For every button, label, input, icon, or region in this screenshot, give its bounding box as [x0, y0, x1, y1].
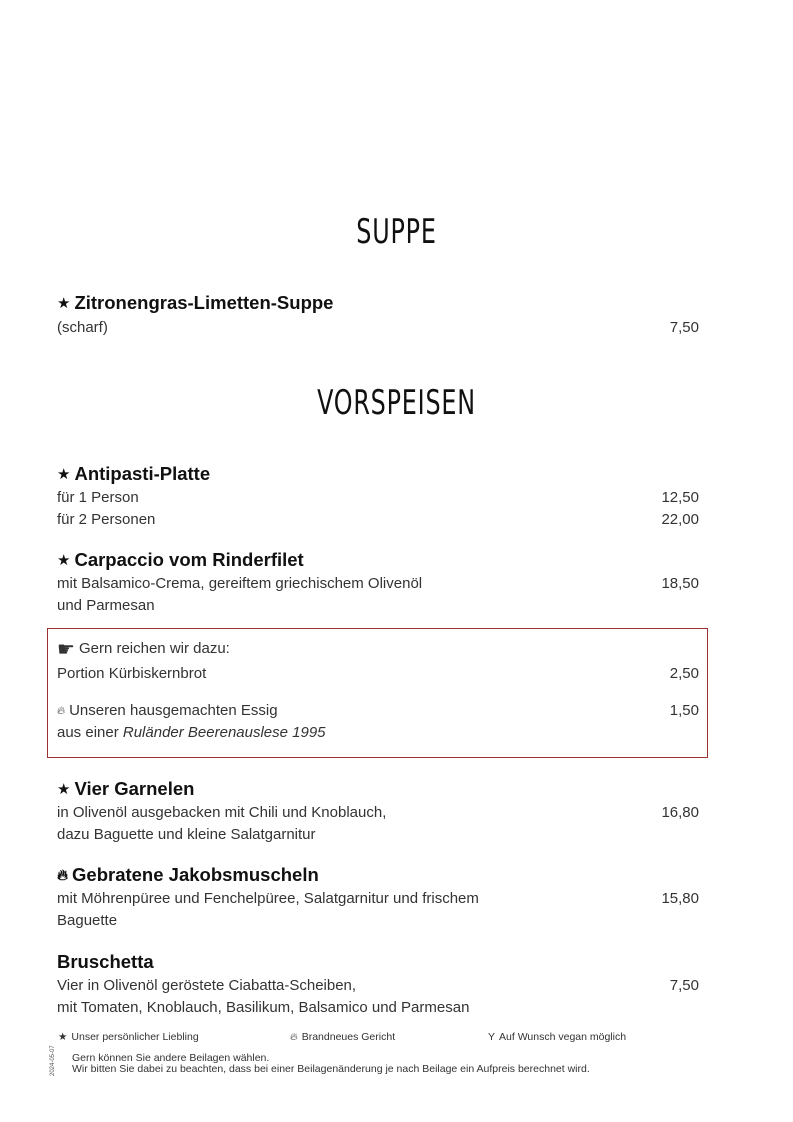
star-icon: ★ — [57, 552, 71, 569]
section-title-suppe: SUPPE — [356, 212, 437, 252]
dish-price: 18,50 — [661, 575, 699, 592]
section-title-vorspeisen: VORSPEISEN — [317, 383, 476, 423]
legend-new: 🔥︎ Brandneues Gericht — [290, 1031, 396, 1043]
star-icon: ★ — [58, 1031, 68, 1043]
dish-price: 7,50 — [669, 977, 699, 994]
dish-desc: mit Tomaten, Knoblauch, Basilikum, Balsamico und Parmesan — [57, 999, 470, 1016]
dish-title-jakobsmuscheln: 🔥︎ Gebratene Jakobsmuscheln — [57, 864, 319, 885]
dish-price: 16,80 — [661, 804, 699, 821]
dish-desc: in Olivenöl ausgebacken mit Chili und Knoblauch, — [57, 804, 387, 821]
dish-price: 7,50 — [669, 319, 699, 336]
dish-desc: Baguette — [57, 912, 118, 929]
dish-desc: für 2 Personen — [57, 511, 156, 528]
dish-price: 12,50 — [661, 489, 699, 506]
dish-desc: Vier in Olivenöl geröstete Ciabatta-Scheiben, — [57, 977, 357, 994]
star-icon: ★ — [57, 781, 71, 798]
box-price: 1,50 — [669, 702, 699, 719]
legend-favorite: ★ Unser persönlicher Liebling — [58, 1031, 199, 1043]
dish-title-bruschetta: Bruschetta — [57, 951, 154, 972]
dish-price: 15,80 — [661, 890, 699, 907]
note-line: Wir bitten Sie dabei zu beachten, dass bei einer Beilagenänderung je nach Beilage ein Aufpreis berechnet wird. — [72, 1063, 590, 1075]
legend-vegan: Y Auf Wunsch vegan möglich — [488, 1031, 627, 1043]
vegan-icon: Y — [488, 1031, 496, 1043]
dish-desc: und Parmesan — [57, 597, 155, 614]
dish-title-carpaccio: ★ Carpaccio vom Rinderfilet — [57, 549, 304, 570]
box-item-note: aus einer Ruländer Beerenauslese 1995 — [57, 724, 326, 741]
box-intro: ☛ Gern reichen wir dazu: — [57, 639, 230, 661]
note-line: Gern können Sie andere Beilagen wählen. — [72, 1052, 270, 1064]
flame-icon: 🔥︎ — [290, 1031, 298, 1043]
star-icon: ★ — [57, 466, 71, 483]
dish-desc: dazu Baguette und kleine Salatgarnitur — [57, 826, 316, 843]
dish-price: 22,00 — [661, 511, 699, 528]
flame-icon: 🔥︎ — [57, 705, 66, 717]
dish-desc: mit Möhrenpüree und Fenchelpüree, Salatgarnitur und frischem — [57, 890, 479, 907]
dish-title-antipasti: ★ Antipasti-Platte — [57, 463, 211, 484]
pointing-hand-icon: ☛ — [57, 639, 75, 661]
star-icon: ★ — [57, 295, 71, 312]
print-date: 2024-05-07 — [50, 1045, 56, 1076]
flame-icon: 🔥︎ — [57, 867, 69, 884]
box-item: Portion Kürbiskernbrot — [57, 665, 207, 682]
dish-desc: (scharf) — [57, 319, 108, 336]
box-price: 2,50 — [669, 665, 699, 682]
dish-title-garnelen: ★ Vier Garnelen — [57, 778, 195, 799]
dish-title-zitronengras: ★ Zitronengras-Limetten-Suppe — [57, 292, 334, 313]
box-item: 🔥︎ Unseren hausgemachten Essig — [57, 702, 278, 719]
dish-desc: für 1 Person — [57, 489, 139, 506]
dish-desc: mit Balsamico-Crema, gereiftem griechischem Olivenöl — [57, 575, 423, 592]
